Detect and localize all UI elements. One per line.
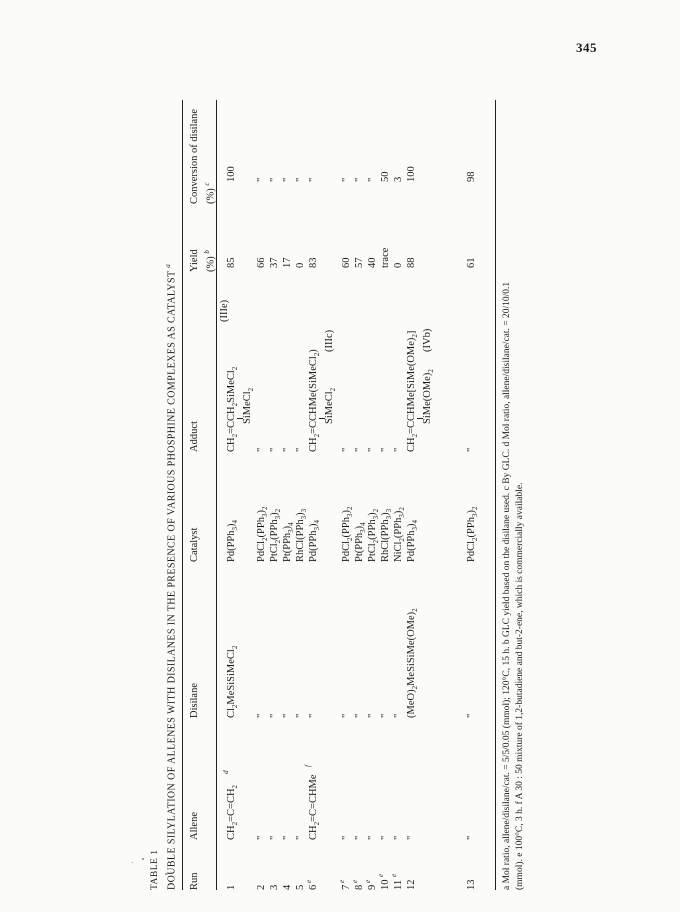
scan-speck [142,858,144,860]
run-footnote-mark: e [390,873,398,877]
cell-run: 2 [256,884,267,890]
cell-disilane: " [354,713,365,718]
cell-conversion: " [295,177,306,182]
cell-yield: 0 [393,262,404,268]
cell-adduct-substituent: SiMeCl$_2$ [242,387,256,424]
cell-catalyst: $PtCl_2(PPh_3)_2$ [367,508,381,562]
cell-conversion: " [269,177,280,182]
cell-allene: " [367,835,378,840]
cell-allene: $CH_2=C=CH_2$ [226,784,240,840]
cell-adduct-label: (IIIc) [324,329,335,352]
cell-yield: 83 [308,257,319,268]
cell-yield: 17 [282,257,293,268]
cell-conversion: 100 [226,166,237,182]
cell-yield: 61 [466,257,477,268]
cell-yield: 40 [367,257,378,268]
cell-allene: " [466,835,477,840]
scan-speck [132,862,133,863]
cell-run: 5 [295,884,306,890]
cell-catalyst: $Pd(PPh_3)_4$ [406,519,420,562]
page-number: 345 [576,40,597,55]
cell-adduct: " [354,447,365,452]
cell-adduct: $CH_2=CCHMe[SiMe(OMe)_2]$ [406,330,420,452]
bottom-rule [495,100,496,890]
cell-yield: 85 [226,257,237,268]
cell-yield: 88 [406,257,417,268]
cell-allene: " [406,835,417,840]
cell-catalyst: $Pt(PPh_3)_4$ [354,522,368,562]
cell-catalyst: $RhCl(PPh_3)_3$ [295,508,309,562]
cell-disilane: $Cl_2MeSiSiMeCl_2$ [226,645,240,718]
cell-adduct: " [341,447,352,452]
header-allene: Allene [189,812,200,840]
allene-footnote-mark: f [304,765,312,767]
cell-allene: " [282,835,293,840]
cell-adduct: " [367,447,378,452]
table-title: DOUBLE SILYLATION OF ALLENES WITH DISILANES IN THE PRESENCE OF VARIOUS PHOSPHINE COMPLEXES AS CATALYST $^a$ [164,263,178,890]
cell-yield: 60 [341,257,352,268]
cell-catalyst: $NiCl_2(PPh_3)_2$ [393,507,407,562]
header-rule [216,100,217,890]
cell-yield: 0 [295,262,306,268]
cell-conversion: 100 [406,166,417,182]
cell-adduct: $CH_2=CCHMe(SiMeCl_2)$ [308,349,322,452]
cell-catalyst: $Pd(PPh_3)_4$ [226,519,240,562]
cell-disilane: " [367,713,378,718]
run-footnote-mark: e [305,879,313,883]
cell-run: 11 [393,879,404,890]
cell-disilane: " [393,713,404,718]
cell-adduct: " [295,447,306,452]
cell-disilane: " [308,713,319,718]
cell-run: 9 [367,884,378,890]
cell-catalyst: $PdCl_2(PPh_3)_2$ [256,506,270,562]
cell-allene: " [354,835,365,840]
header-yield: Yield (%) $^b$ [189,249,217,272]
cell-conversion: 98 [466,171,477,182]
run-footnote-mark: e [377,873,385,877]
cell-disilane: " [282,713,293,718]
cell-allene: " [380,835,391,840]
cell-adduct-label: (IVb) [422,328,433,352]
cell-adduct: " [256,447,267,452]
run-footnote-mark: e [338,879,346,883]
header-disilane: Disilane [189,683,200,718]
cell-disilane: " [295,713,306,718]
cell-catalyst: $Pt(PPh_3)_4$ [282,522,296,562]
cell-allene: $CH_2=C=CHMe$ [308,774,322,840]
run-footnote-mark: e [364,879,372,883]
header-adduct: Adduct [189,421,200,452]
cell-disilane: $(MeO)_2MeSiSiMe(OMe)_2$ [406,608,420,718]
rotated-table-block [150,100,560,890]
cell-yield: trace [380,247,391,268]
cell-disilane: " [341,713,352,718]
cell-run: 6 [308,884,319,890]
cell-adduct-label: (IIIe) [219,299,230,322]
cell-conversion: 3 [393,176,404,182]
cell-adduct-substituent: SiMeCl$_2$ [324,387,338,424]
cell-allene: " [295,835,306,840]
cell-catalyst: $RhCl(PPh_3)_3$ [380,508,394,562]
cell-catalyst: $Pd(PPh_3)_4$ [308,519,322,562]
cell-disilane: " [269,713,280,718]
header-conversion: Conversion of disilane (%) $^c$ [189,108,217,204]
cell-conversion: " [256,177,267,182]
cell-allene: " [269,835,280,840]
cell-run: 4 [282,884,293,890]
cell-yield: 66 [256,257,267,268]
header-catalyst: Catalyst [189,527,200,562]
cell-run: 13 [466,879,477,890]
cell-run: 3 [269,884,280,890]
table-label: TABLE 1 [150,849,160,890]
cell-adduct: " [269,447,280,452]
cell-yield: 57 [354,257,365,268]
cell-allene: " [256,835,267,840]
cell-allene: " [393,835,404,840]
cell-conversion: " [367,177,378,182]
cell-conversion: " [354,177,365,182]
cell-run: 1 [226,884,237,890]
run-footnote-mark: e [351,879,359,883]
cell-disilane: " [466,713,477,718]
cell-conversion: " [282,177,293,182]
top-rule [182,100,183,890]
allene-footnote-mark: d [222,770,230,774]
cell-disilane: " [256,713,267,718]
cell-disilane: " [380,713,391,718]
cell-run: 7 [341,884,352,890]
cell-adduct: " [393,447,404,452]
cell-adduct: " [466,447,477,452]
cell-adduct: $CH_2=CCH_2SiMeCl_2$ [226,366,240,452]
cell-run: 12 [406,879,417,890]
cell-run: 10 [380,879,391,890]
cell-catalyst: $PdCl_2(PPh_3)_2$ [341,506,355,562]
cell-conversion: " [308,177,319,182]
cell-catalyst: $PtCl_2(PPh_3)_2$ [269,508,283,562]
cell-catalyst: $PdCl_2(PPh_3)_2$ [466,506,480,562]
cell-allene: " [341,835,352,840]
cell-conversion: 50 [380,171,391,182]
cell-adduct-substituent: $SiMe(OMe)_2$ [422,369,436,424]
footnote-line-1: a Mol ratio, allene/disilane/cat. = 5/5/0.05 (mmol); 120°C, 15 h. b GLC yield based on the disilane used. c By GLC. d Mol ratio, allene/disilane/cat. = 20/10/0.1 [502,281,512,890]
cell-adduct: " [282,447,293,452]
cell-adduct: " [380,447,391,452]
footnote-line-2: (mmol). e 100°C, 3 h. f A 30 : 50 mixture of 1,2-butadiene and but-2-ene, which is commercially available. [515,482,525,890]
cell-run: 8 [354,884,365,890]
cell-yield: 37 [269,257,280,268]
cell-conversion: " [341,177,352,182]
header-run: Run [189,872,200,890]
